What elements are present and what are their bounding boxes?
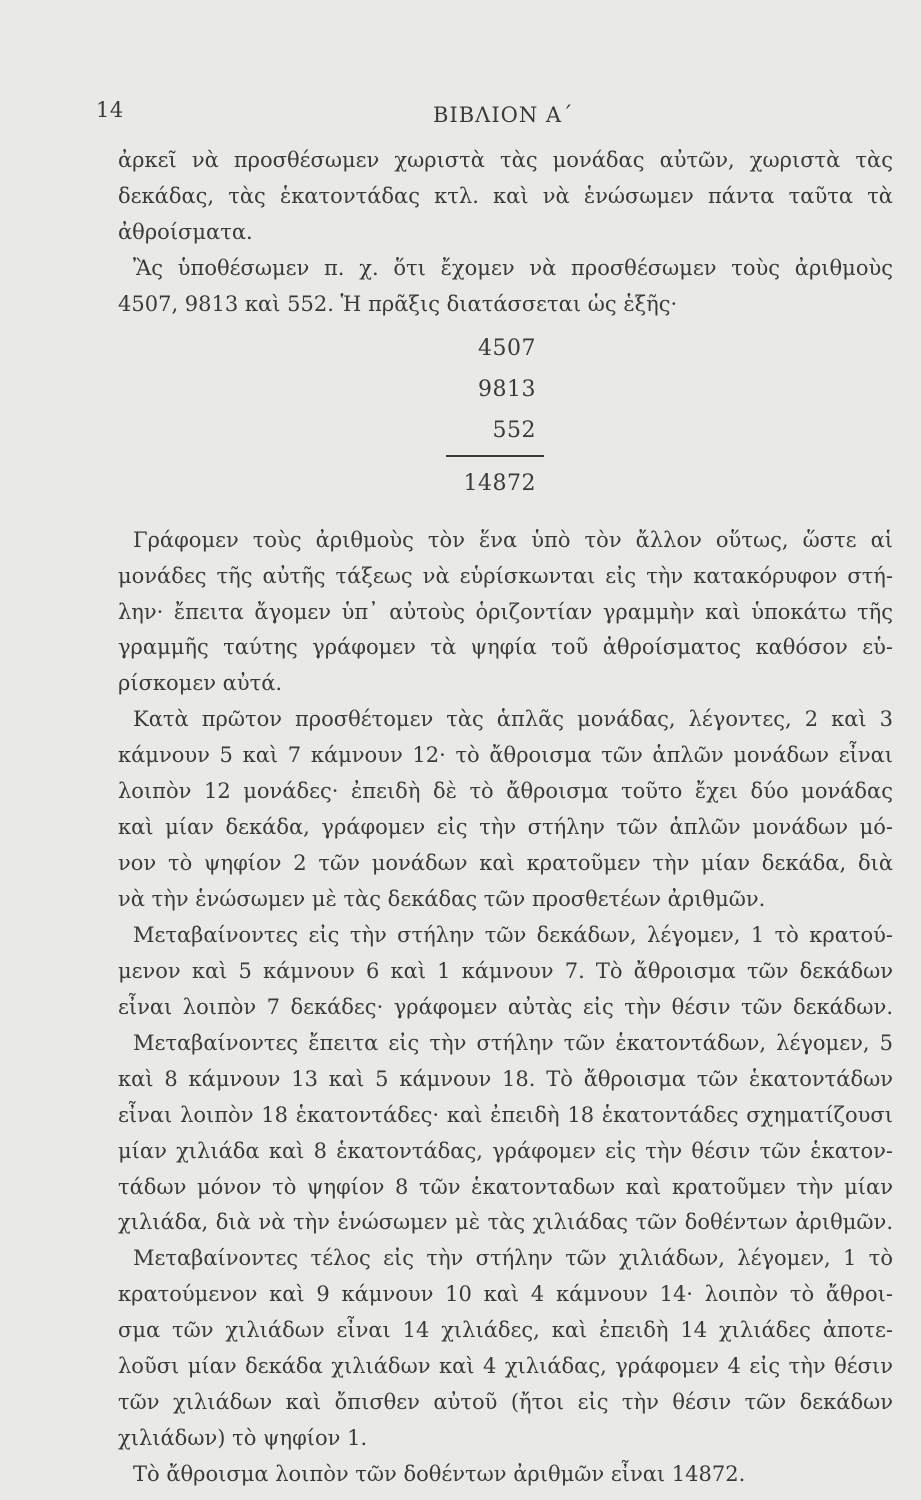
text-line: Μεταβαίνοντες ἔπειτα εἰς τὴν στήλην τῶν ἑκατοντάδων, λέγομεν, 5 [133,1031,893,1055]
text-line: λοῦσι μίαν δεκάδα χιλιάδων καὶ 4 χιλιάδας, γράφομεν 4 εἰς τὴν θέσιν [118,1354,893,1378]
text-line: καὶ μίαν δεκάδα, γράφομεν εἰς τὴν στήλην τῶν ἁπλῶν μονάδων μό- [118,815,893,839]
text-line: νον τὸ ψηφίον 2 τῶν μονάδων καὶ κρατοῦμεν τὴν μίαν δεκάδα, διὰ [118,851,893,875]
text-line: καὶ 8 κάμνουν 13 καὶ 5 κάμνουν 18. Τὸ ἄθροισμα τῶν ἑκατοντάδων [118,1067,893,1091]
text-line: τάδων μόνον τὸ ψηφίον 8 τῶν ἑκατονταδων καὶ κρατοῦμεν τὴν μίαν [118,1175,893,1199]
text-line: εἶναι λοιπὸν 18 ἑκατοντάδες· καὶ ἐπειδὴ 18 ἑκατοντάδες σχηματίζουσι [118,1103,893,1127]
text-line: κρατούμενον καὶ 9 κάμνουν 10 καὶ 4 κάμνουν 14· λοιπὸν τὸ ἄθροι- [118,1282,893,1306]
text-line: σμα τῶν χιλιάδων εἶναι 14 χιλιάδες, καὶ ἐπειδὴ 14 χιλιάδες ἀποτε- [118,1318,893,1342]
text-line: χιλιάδων) τὸ ψηφίον 1. [118,1426,368,1450]
text-line: Μεταβαίνοντες τέλος εἰς τὴν στήλην τῶν χιλιάδων, λέγομεν, 1 τὸ [133,1246,893,1270]
text-line: μενον καὶ 5 κάμνουν 6 καὶ 1 κάμνουν 7. Τὸ ἄθροισμα τῶν δεκάδων [118,959,893,983]
text-line: λοιπὸν 12 μονάδες· ἐπειδὴ δὲ τὸ ἄθροισμα τοῦτο ἔχει δύο μονάδας [118,779,893,803]
text-line: 4507, 9813 καὶ 552. Ἡ πρᾶξις διατάσσεται ὡς ἑξῆς· [118,292,678,316]
text-line: ρίσκομεν αὐτά. [118,671,283,695]
text-line: Τὸ ἄθροισμα λοιπὸν τῶν δοθέντων ἀριθμῶν εἶναι 14872. [133,1462,746,1486]
text-line: γραμμῆς ταύτης γράφομεν τὰ ψηφία τοῦ ἀθροίσματος καθόσον εὑ- [118,635,893,659]
text-line: μονάδες τῆς αὐτῆς τάξεως νὰ εὑρίσκωνται εἰς τὴν κατακόρυφον στή- [118,564,893,588]
addend: 552 [492,418,536,443]
text-line: δεκάδας, τὰς ἑκατοντάδας κτλ. καὶ νὰ ἑνώσωμεν πάντα ταῦτα τὰ [118,184,893,208]
text-line: κάμνουν 5 καὶ 7 κάμνουν 12· τὸ ἄθροισμα τῶν ἁπλῶν μονάδων εἶναι [118,743,893,767]
text-line: χιλιάδα, διὰ νὰ τὴν ἑνώσωμεν μὲ τὰς χιλιάδας τῶν δοθέντων ἀριθμῶν. [118,1210,893,1234]
text-line: λην· ἔπειτα ἄγομεν ὑπ᾽ αὐτοὺς ὁριζοντίαν γραμμὴν καὶ ὑποκάτω τῆς [118,600,893,624]
addend: 9813 [478,377,536,402]
addition-example [440,328,550,504]
text-line: Γράφομεν τοὺς ἀριθμοὺς τὸν ἕνα ὑπὸ τὸν ἄλλον οὕτως, ὥστε αἱ [133,528,893,552]
text-line: ἀρκεῖ νὰ προσθέσωμεν χωριστὰ τὰς μονάδας αὐτῶν, χωριστὰ τὰς [118,148,893,172]
text-line: νὰ τὴν ἑνώσωμεν μὲ τὰς δεκάδας τῶν προσθετέων ἀριθμῶν. [118,887,766,911]
running-title: ΒΙΒΛΙΟΝ Α΄ [433,103,574,127]
text-line: Μεταβαίνοντες εἰς τὴν στήλην τῶν δεκάδων, λέγομεν, 1 τὸ κρατού- [133,923,893,947]
sum-total: 14872 [463,471,536,496]
text-line: ἀθροίσματα. [118,220,253,244]
text-line: τῶν χιλιάδων καὶ ὄπισθεν αὐτοῦ (ἤτοι εἰς τὴν θέσιν τῶν δεκάδων [118,1390,893,1414]
text-line: Ἂς ὑποθέσωμεν π. χ. ὅτι ἔχομεν νὰ προσθέσωμεν τοὺς ἀριθμοὺς [133,256,893,280]
text-line: μίαν χιλιάδα καὶ 8 ἑκατοντάδας, γράφομεν εἰς τὴν θέσιν τῶν ἑκατον- [118,1139,893,1163]
addend: 4507 [478,336,536,361]
text-line: Κατὰ πρῶτον προσθέτομεν τὰς ἁπλᾶς μονάδας, λέγοντες, 2 καὶ 3 [133,707,893,731]
page-number: 14 [96,98,124,122]
text-line: εἶναι λοιπὸν 7 δεκάδες· γράφομεν αὐτὰς εἰς τὴν θέσιν τῶν δεκάδων. [118,995,893,1019]
sum-rule [446,455,544,457]
